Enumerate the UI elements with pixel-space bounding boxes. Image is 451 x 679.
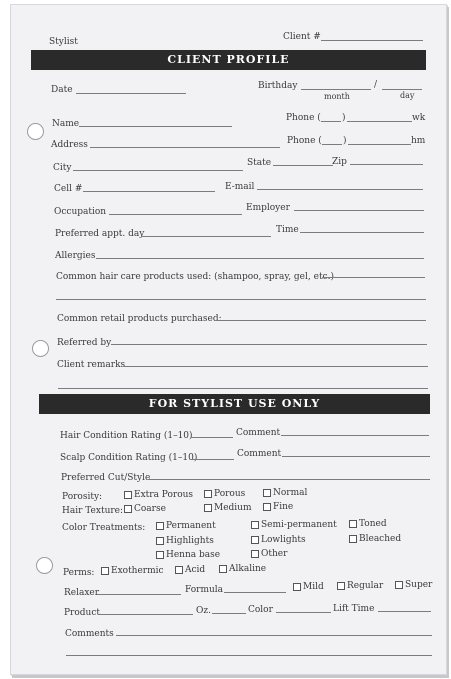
birthday-month-line[interactable]	[301, 89, 371, 90]
referred-by-label: Referred by	[57, 338, 112, 348]
city-label: City	[53, 163, 72, 173]
month-caption: month	[324, 92, 350, 101]
stylist-use-banner: FOR STYLIST USE ONLY	[39, 394, 430, 414]
coarse-checkbox[interactable]	[124, 505, 132, 513]
formula-line[interactable]	[224, 592, 286, 593]
preferred-appt-line[interactable]	[141, 236, 271, 237]
date-line[interactable]	[76, 93, 186, 94]
binder-hole-bottom	[36, 557, 53, 574]
client-profile-banner: CLIENT PROFILE	[31, 50, 426, 70]
super-checkbox[interactable]	[395, 581, 403, 589]
medium-label: Medium	[214, 503, 252, 513]
mild-label: Mild	[303, 582, 324, 592]
preferred-cut-label: Preferred Cut/Style	[61, 473, 151, 483]
scalp-condition-line[interactable]	[192, 459, 234, 460]
preferred-cut-line[interactable]	[148, 479, 430, 480]
allergies-line[interactable]	[96, 258, 424, 259]
bleached-label: Bleached	[359, 534, 402, 544]
scalp-condition-label: Scalp Condition Rating (1–10)	[60, 453, 198, 463]
highlights-label: Highlights	[166, 536, 214, 546]
lift-time-line[interactable]	[378, 611, 431, 612]
state-label: State	[247, 158, 272, 168]
cell-label: Cell #	[54, 184, 83, 194]
scalp-comment-line[interactable]	[282, 456, 430, 457]
day-caption: day	[400, 91, 415, 100]
permanent-checkbox[interactable]	[156, 522, 164, 530]
normal-checkbox[interactable]	[263, 489, 271, 497]
hair-products-line-2[interactable]	[56, 299, 426, 300]
medium-checkbox[interactable]	[204, 504, 212, 512]
lowlights-label: Lowlights	[261, 535, 306, 545]
employer-line[interactable]	[294, 210, 424, 211]
alkaline-checkbox[interactable]	[219, 565, 227, 573]
hair-comment-label: Comment	[236, 428, 281, 438]
alkaline-label: Alkaline	[229, 564, 267, 574]
regular-checkbox[interactable]	[337, 582, 345, 590]
exothermic-checkbox[interactable]	[101, 567, 109, 575]
occupation-line[interactable]	[109, 214, 242, 215]
zip-label: Zip	[332, 157, 347, 167]
hair-texture-label: Hair Texture:	[62, 506, 124, 516]
allergies-label: Allergies	[55, 251, 96, 261]
stylist-label: Stylist	[49, 37, 78, 47]
phone-wk-label: Phone (	[286, 113, 321, 123]
birthday-slash: /	[374, 80, 378, 90]
state-line[interactable]	[273, 165, 333, 166]
porosity-label: Porosity:	[62, 492, 103, 502]
comments-line[interactable]	[116, 635, 432, 636]
permanent-label: Permanent	[166, 521, 216, 531]
phone-hm-paren: )	[343, 136, 347, 146]
henna-base-label: Henna base	[166, 550, 221, 560]
email-line[interactable]	[257, 189, 423, 190]
retail-products-label: Common retail products purchased:	[57, 314, 222, 324]
perms-label: Perms:	[63, 568, 95, 578]
extra-porous-label: Extra Porous	[134, 490, 194, 500]
acid-label: Acid	[185, 565, 206, 575]
referred-by-line[interactable]	[111, 344, 427, 345]
client-number-line[interactable]	[321, 40, 423, 41]
client-remarks-line[interactable]	[124, 366, 428, 367]
birthday-day-line[interactable]	[382, 89, 422, 90]
address-line[interactable]	[90, 147, 280, 148]
phone-hm-area-line[interactable]	[322, 144, 342, 145]
time-line[interactable]	[300, 232, 424, 233]
hair-products-label: Common hair care products used: (shampoo, spray, gel, etc.)	[56, 272, 334, 282]
comments-label: Comments	[65, 629, 114, 639]
hm-caption: hm	[411, 136, 426, 146]
normal-label: Normal	[273, 488, 308, 498]
other-checkbox[interactable]	[251, 550, 259, 558]
phone-wk-number-line[interactable]	[347, 121, 412, 122]
other-label: Other	[261, 549, 288, 559]
binder-hole-top	[27, 123, 44, 140]
occupation-label: Occupation	[54, 207, 107, 217]
porous-label: Porous	[214, 489, 246, 499]
hair-comment-line[interactable]	[281, 435, 429, 436]
coarse-label: Coarse	[134, 504, 166, 514]
formula-label: Formula	[185, 585, 224, 595]
birthday-label: Birthday	[258, 81, 298, 91]
address-label: Address	[51, 140, 88, 150]
employer-label: Employer	[246, 203, 290, 213]
phone-wk-area-line[interactable]	[321, 121, 341, 122]
fine-label: Fine	[273, 502, 294, 512]
preferred-appt-label: Preferred appt. day	[55, 229, 145, 239]
name-line[interactable]	[79, 126, 232, 127]
lift-time-label: Lift Time	[333, 604, 375, 614]
wk-caption: wk	[412, 113, 426, 123]
time-label: Time	[276, 225, 299, 235]
mild-checkbox[interactable]	[293, 583, 301, 591]
hair-condition-line[interactable]	[191, 437, 233, 438]
toned-checkbox[interactable]	[349, 520, 357, 528]
oz-label: Oz.	[196, 606, 211, 616]
henna-base-checkbox[interactable]	[156, 551, 164, 559]
city-line[interactable]	[73, 170, 243, 171]
name-label: Name	[52, 119, 80, 129]
color-label: Color	[248, 605, 273, 615]
date-label: Date	[51, 85, 73, 95]
client-number-label: Client #	[283, 32, 321, 42]
client-remarks-line-2[interactable]	[58, 388, 428, 389]
color-line[interactable]	[276, 612, 331, 613]
scalp-comment-label: Comment	[237, 449, 282, 459]
product-label: Product	[64, 608, 100, 618]
phone-hm-number-line[interactable]	[348, 144, 411, 145]
binder-hole-middle	[32, 340, 49, 357]
acid-checkbox[interactable]	[175, 566, 183, 574]
super-label: Super	[405, 580, 433, 590]
product-line[interactable]	[98, 614, 193, 615]
highlights-checkbox[interactable]	[156, 537, 164, 545]
bleached-checkbox[interactable]	[349, 535, 357, 543]
phone-hm-label: Phone (	[287, 136, 322, 146]
zip-line[interactable]	[350, 164, 423, 165]
relaxer-line[interactable]	[97, 594, 181, 595]
client-profile-sheet	[10, 4, 447, 675]
comments-line-2[interactable]	[66, 655, 432, 656]
semi-permanent-checkbox[interactable]	[251, 521, 259, 529]
regular-label: Regular	[347, 581, 384, 591]
retail-products-line[interactable]	[217, 320, 426, 321]
hair-products-line[interactable]	[322, 277, 425, 278]
lowlights-checkbox[interactable]	[251, 536, 259, 544]
phone-wk-paren: )	[342, 113, 346, 123]
porous-checkbox[interactable]	[204, 490, 212, 498]
exothermic-label: Exothermic	[111, 566, 164, 576]
color-treatments-label: Color Treatments:	[62, 523, 146, 533]
hair-condition-label: Hair Condition Rating (1–10)	[60, 431, 193, 441]
relaxer-label: Relaxer	[64, 588, 100, 598]
extra-porous-checkbox[interactable]	[124, 491, 132, 499]
cell-line[interactable]	[83, 191, 215, 192]
client-remarks-label: Client remarks	[57, 360, 126, 370]
fine-checkbox[interactable]	[263, 503, 271, 511]
oz-line[interactable]	[212, 613, 246, 614]
toned-label: Toned	[359, 519, 387, 529]
email-label: E-mail	[225, 182, 255, 192]
semi-permanent-label: Semi-permanent	[261, 520, 337, 530]
